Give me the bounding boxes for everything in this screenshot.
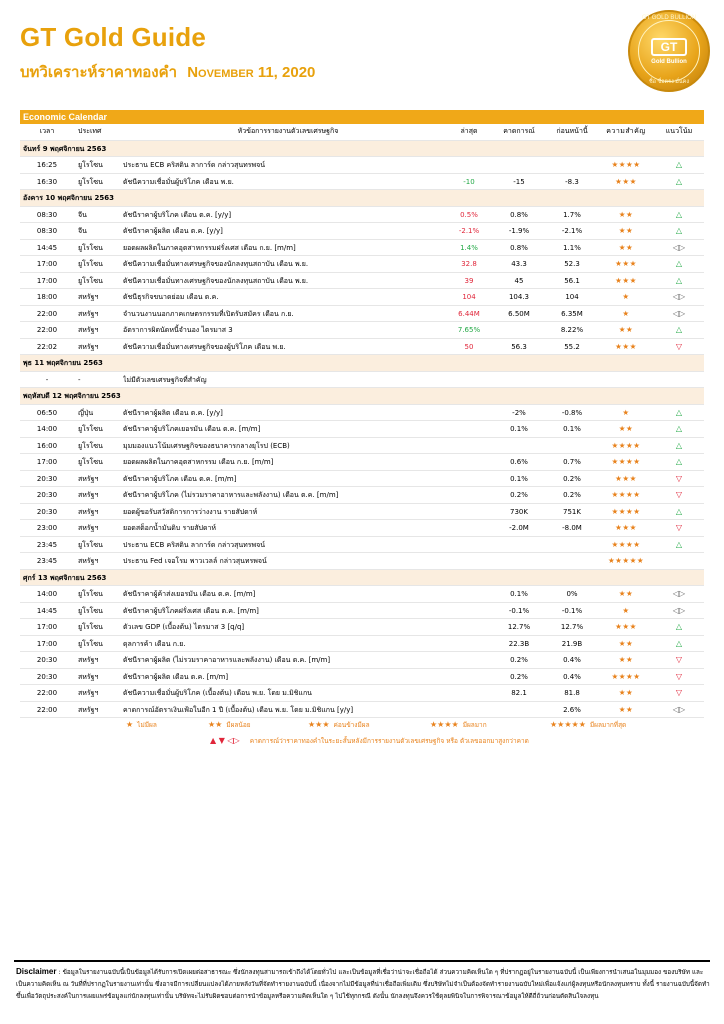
row-indicator: ประธาน ECB คริสติน ลาการ์ด กล่าวสุนทรพจน์: [123, 540, 266, 549]
row-country: สหรัฐฯ: [78, 293, 99, 301]
row-country: สหรัฐฯ: [78, 491, 99, 499]
row-trend: ▽: [675, 490, 683, 499]
row-time: 14:45: [36, 606, 58, 615]
row-indicator: ประธาน ECB คริสติน ลาการ์ด กล่าวสุนทรพจน์: [123, 161, 266, 169]
header-indicator: หัวข้อการรายงานตัวเลขเศรษฐกิจ: [237, 127, 339, 135]
economic-calendar: [20, 110, 704, 718]
calendar-header-row: [20, 124, 704, 141]
row-previous: 0.7%: [563, 458, 581, 466]
row-country: สหรัฐฯ: [78, 672, 99, 681]
row-trend: ◁▷: [672, 704, 686, 714]
row-indicator: ยอดสต็อกน้ำมันดิบ รายสัปดาห์: [123, 524, 217, 532]
day-label: อังคาร 10 พฤศจิกายน 2563: [23, 194, 114, 202]
row-importance: ★★★★: [611, 490, 641, 499]
row-importance: ★★★: [615, 473, 637, 483]
row-country: สหรัฐฯ: [78, 507, 99, 516]
day-label: พฤหัสบดี 12 พฤศจิกายน 2563: [23, 392, 121, 400]
row-previous: 1.1%: [563, 243, 581, 252]
row-time: 22:00: [36, 705, 58, 714]
row-time: 17:00: [36, 639, 58, 648]
legend-item: [550, 720, 626, 730]
day-header-row: [20, 190, 704, 207]
row-importance: ★★: [618, 226, 634, 235]
row-trend: △: [675, 457, 683, 466]
table-row: [20, 438, 704, 455]
row-indicator: ดัชนีราคาผู้บริโภคเยอรมัน เดือน ต.ค. [m/m]: [123, 425, 261, 433]
row-indicator: ยอดผู้ขอรับสวัสดิการการว่างงาน รายสัปดาห์: [123, 507, 258, 516]
row-indicator: ดัชนีราคาผู้ผลิต เดือน ต.ค. [y/y]: [123, 227, 223, 235]
row-time: -: [45, 375, 49, 384]
row-importance: ★★: [618, 424, 634, 433]
row-previous: 21.9B: [561, 639, 583, 648]
importance-legend: [20, 718, 704, 746]
row-time: 14:45: [36, 243, 58, 252]
row-trend: ▽: [675, 655, 683, 664]
row-forecast: 0.2%: [510, 491, 528, 499]
day-header-row: [20, 141, 704, 158]
disclaimer-label: Disclaimer: [16, 967, 57, 976]
row-forecast: 0.8%: [510, 210, 528, 219]
row-country: สหรัฐฯ: [78, 524, 99, 532]
row-importance: ★★★★: [611, 539, 641, 549]
row-forecast: 0.2%: [510, 672, 528, 681]
legend-label: มีผลมาก: [462, 721, 487, 729]
header-time: เวลา: [39, 127, 55, 135]
row-forecast: -15: [513, 177, 525, 186]
row-forecast: 0.6%: [510, 458, 528, 466]
header-forecast: คาดการณ์: [503, 127, 535, 135]
row-actual: 6.44M: [458, 309, 480, 318]
row-indicator: ดัชนีความเชื่อมั่นทางเศรษฐกิจของผู้บริโภค เดือน พ.ย.: [123, 342, 286, 351]
row-country: สหรัฐฯ: [78, 656, 99, 664]
legend-stars-icon: ★★★★: [430, 720, 459, 729]
report-subtitle-text: บทวิเคราะห์ราคาทองคำ: [20, 64, 178, 81]
row-country: ยูโรโซน: [78, 458, 103, 466]
table-row: [20, 306, 704, 323]
table-row: [20, 157, 704, 174]
row-forecast: 104.3: [508, 293, 530, 301]
row-forecast: 56.3: [511, 342, 527, 351]
table-row: [20, 504, 704, 521]
row-previous: 0.2%: [563, 491, 581, 499]
logo-bottom-text: ชื่อ ซื่อตรง มั่นคง: [648, 79, 690, 85]
gt-gold-bullion-logo: [628, 10, 710, 92]
row-country: ยูโรโซน: [78, 639, 103, 648]
row-importance: ★★★★: [611, 671, 641, 681]
row-importance: ★★: [618, 242, 634, 252]
row-forecast: -1.9%: [508, 227, 530, 235]
row-forecast: 6.50M: [508, 309, 530, 318]
day-label: พุธ 11 พฤศจิกายน 2563: [23, 359, 103, 367]
table-row: [20, 207, 704, 224]
row-forecast: 22.3B: [508, 639, 530, 648]
row-country: สหรัฐฯ: [78, 557, 99, 565]
row-trend: △: [675, 325, 683, 334]
row-time: 23:45: [36, 540, 58, 549]
row-indicator: ดัชนีราคาผู้บริโภคฝรั่งเศส เดือน ต.ค. [m/m]: [123, 606, 259, 615]
row-trend: △: [675, 176, 683, 186]
row-time: 23:00: [36, 524, 58, 532]
header-actual: ล่าสุด: [460, 127, 478, 135]
calendar-rows: [20, 141, 704, 719]
report-date: November 11, 2020: [187, 64, 316, 81]
row-previous: 12.7%: [560, 623, 584, 631]
row-forecast: -2.0M: [509, 524, 529, 532]
row-actual: 50: [464, 342, 474, 351]
row-indicator: ดัชนีราคาผู้ผลิต (ไม่รวมราคาอาหารและพลังงาน) เดือน ต.ค. [m/m]: [123, 656, 331, 664]
row-importance: ★★★: [615, 259, 637, 268]
legend-item: [208, 720, 251, 730]
table-row: [20, 652, 704, 669]
row-country: สหรัฐฯ: [78, 689, 99, 697]
row-previous: -0.8%: [561, 408, 583, 417]
row-previous: 56.1: [564, 276, 580, 285]
table-row: [20, 256, 704, 273]
row-indicator: ดัชนีความเชื่อมั่นทางเศรษฐกิจของนักลงทุนสถาบัน เดือน พ.ย.: [123, 260, 309, 268]
row-time: 18:00: [36, 293, 58, 301]
row-indicator: คาดการณ์อัตราเงินเฟ้อในอีก 1 ปี (เบื้องต้น) เดือน พ.ย. โดย ม.มิชิแกน [y/y]: [123, 705, 354, 714]
row-trend: △: [675, 209, 683, 219]
legend-label: ค่อนข้างมีผล: [333, 721, 370, 729]
row-country: -: [78, 375, 81, 384]
row-previous: 6.35M: [561, 309, 583, 318]
table-row: [20, 240, 704, 257]
row-indicator: ดัชนีราคาผู้บริโภค เดือน ต.ค. [m/m]: [123, 474, 237, 483]
row-importance: ★★★★★: [607, 556, 645, 565]
row-indicator: ดัชนีธุรกิจขนาดย่อม เดือน ต.ค.: [123, 293, 219, 301]
row-time: 22:00: [36, 326, 58, 334]
row-importance: ★★★★: [611, 440, 641, 450]
row-time: 23:45: [36, 557, 58, 565]
row-trend: ▽: [675, 688, 683, 697]
row-importance: ★★★: [615, 176, 637, 186]
row-forecast: 43.3: [511, 260, 527, 268]
row-importance: ★★★★: [611, 457, 641, 466]
row-trend: △: [675, 160, 683, 169]
legend-stars-icon: ★★: [208, 720, 223, 729]
disclaimer-text: : ข้อมูลในรายงานฉบับนี้เป็นข้อมูลได้รับการเปิดเผยต่อสาธารณะ ซึ่งนักลงทุนสามารถเข้าถึงได้โดยทั่วไป และเป็นข้อมูลที่เชื่อว่าน่าจะเชื่อถือได้ ส่วนความคิดเห็นใด ๆ ที่ปรากฏอยู่ในรายงานฉบับนี้ เป็นเพียงการนำเสนอในมุมมอง ของบริษัท และเป็นความคิดเห็น ณ วันที่ที่ปรากฏในรายงานเท่านั้น ซึ่งอาจมีการเปลี่ยนแปลงได้ภายหลังวันที่จัดทำรายงานฉบับนี้ เนื่องจากไม่มีข้อมูลที่น่าเชื่อถือเพิ่มเติม ซึ่งบริษัทไม่จำเป็นต้องจัดทำรายงานฉบับใหม่เพื่อแจ้งแก่ผู้ลงทุนหรือนักลงทุนทราบ ทั้งนี้ รายงานฉบับนี้จัดทำขึ้นเพื่อวัตถุประสงค์ในการเผยแพร่ข้อมูลแก่นักลงทุนเท่านั้น บริษัทจะไม่รับผิดชอบต่อการนำข้อมูลหรือความคิดเห็นใด ๆ ไปใช้ทุกกรณี ดังนั้น นักลงทุนจึงควรใช้ดุลยพินิจในการพิจารณาข้อมูลให้ดีถี่ถ้วนก่อนตัดสินใจลงทุน: [16, 969, 710, 1000]
row-time: 22:00: [36, 689, 58, 697]
row-actual: -2.1%: [458, 227, 480, 235]
legend-stars-icon: ★★★★★: [550, 720, 586, 729]
row-previous: 2.6%: [563, 705, 581, 714]
row-time: 20:30: [36, 672, 58, 681]
row-forecast: 45: [514, 276, 524, 285]
table-row: [20, 487, 704, 504]
row-previous: 52.3: [564, 260, 580, 268]
row-time: 20:30: [36, 656, 58, 664]
row-trend: ▽: [675, 341, 683, 351]
row-indicator: ดัชนีความเชื่อมั่นผู้บริโภค เดือน พ.ย.: [123, 177, 234, 186]
row-previous: 0.4%: [563, 656, 581, 664]
legend-label: ไม่มีผล: [137, 721, 157, 729]
table-row: [20, 405, 704, 422]
row-time: 22:02: [36, 342, 58, 351]
row-importance: ★★★★: [611, 506, 641, 516]
row-time: 20:30: [36, 474, 58, 483]
row-trend: ◁▷: [672, 589, 686, 598]
row-country: สหรัฐฯ: [78, 474, 99, 483]
day-label: จันทร์ 9 พฤศจิกายน 2563: [23, 144, 107, 153]
row-importance: ★: [622, 407, 630, 417]
calendar-title: Economic Calendar: [20, 110, 704, 124]
row-actual: 32.8: [461, 260, 477, 268]
row-previous: 0.1%: [563, 425, 581, 433]
row-trend: △: [675, 506, 683, 516]
row-time: 16:00: [36, 441, 58, 450]
row-indicator: ดัชนีราคาผู้บริโภค เดือน ต.ค. [y/y]: [123, 210, 232, 219]
row-indicator: ประธาน Fed เจอโรม พาวเวลล์ กล่าวสุนทรพจน์: [123, 557, 267, 565]
row-time: 08:30: [36, 227, 58, 235]
row-time: 17:00: [36, 260, 58, 268]
legend-item: [126, 720, 157, 730]
table-row: [20, 372, 704, 389]
day-header-row: [20, 570, 704, 587]
row-previous: 0.4%: [563, 672, 581, 681]
row-previous: 751K: [563, 507, 581, 516]
row-importance: ★★★: [615, 523, 637, 532]
row-importance: ★★★: [615, 341, 637, 351]
trend-legend-text: คาดการณ์ว่าราคาทองคำในระยะสั้นหลังมีการรายงานตัวเลขเศรษฐกิจ หรือ ตัวเลขออกมาสูงกว่าคาด: [249, 737, 529, 745]
row-forecast: 0.1%: [510, 474, 528, 483]
table-row: [20, 636, 704, 653]
table-row: [20, 603, 704, 620]
row-time: 06:50: [36, 408, 58, 417]
row-previous: 104: [565, 293, 579, 301]
row-trend: △: [675, 407, 683, 417]
row-forecast: -2%: [512, 408, 526, 417]
row-country: จีน: [78, 227, 87, 235]
header-importance: ความสำคัญ: [606, 127, 646, 135]
day-header-row: [20, 355, 704, 372]
row-trend: △: [675, 424, 683, 433]
row-time: 17:00: [36, 623, 58, 631]
row-indicator: อัตราการผิดนัดหนี้จำนอง ไตรมาส 3: [123, 326, 233, 334]
legend-item: [308, 720, 370, 730]
header-country: ประเทศ: [78, 127, 102, 135]
footer-divider: [14, 960, 710, 962]
row-indicator: ยอดผลผลิตในภาคอุตสาหกรรม เดือน ก.ย. [m/m]: [123, 458, 274, 466]
report-subtitle: [20, 60, 315, 84]
row-previous: 1.7%: [563, 210, 581, 219]
row-actual: 7.65%: [457, 326, 481, 334]
logo-mark: GT: [651, 38, 687, 56]
row-importance: ★★★: [615, 275, 637, 285]
table-row: [20, 553, 704, 570]
row-actual: 0.5%: [460, 210, 478, 219]
row-forecast: 12.7%: [507, 623, 531, 631]
row-country: ยูโรโซน: [78, 606, 103, 615]
row-importance: ★★★★: [611, 160, 641, 169]
header-previous: ก่อนหน้านี้: [556, 127, 588, 135]
row-importance: ★★: [618, 638, 634, 648]
row-trend: △: [675, 622, 683, 631]
row-previous: 55.2: [564, 342, 580, 351]
row-indicator: ดัชนีความเชื่อมั่นทางเศรษฐกิจของนักลงทุนสถาบัน เดือน พ.ย.: [123, 276, 309, 285]
row-country: ยูโรโซน: [78, 260, 103, 268]
row-previous: -8.0M: [562, 524, 582, 532]
row-time: 08:30: [36, 210, 58, 219]
row-trend: ▽: [675, 523, 683, 532]
row-forecast: 82.1: [511, 689, 527, 697]
row-forecast: 0.1%: [510, 590, 528, 598]
row-importance: ★★: [618, 704, 634, 714]
row-importance: ★★★: [615, 622, 637, 631]
row-indicator: ดัชนีราคาผู้บริโภค (ไม่รวมราคาอาหารและพลังงาน) เดือน ต.ค. [m/m]: [123, 491, 339, 499]
row-country: สหรัฐฯ: [78, 342, 99, 351]
table-row: [20, 289, 704, 306]
row-country: ญี่ปุ่น: [78, 408, 94, 417]
row-forecast: -0.1%: [508, 606, 530, 615]
row-time: 14:00: [36, 590, 58, 598]
row-importance: ★★: [618, 209, 634, 219]
row-indicator: ไม่มีตัวเลขเศรษฐกิจที่สำคัญ: [123, 375, 207, 384]
row-indicator: ดัชนีความเชื่อมั่นผู้บริโภค (เบื้องต้น) เดือน พ.ย. โดย ม.มิชิแกน: [123, 689, 312, 697]
row-time: 22:00: [36, 309, 58, 318]
row-indicator: จำนวนงานนอกภาคเกษตรกรรมที่เปิดรับสมัคร เดือน ก.ย.: [123, 309, 294, 318]
day-label: ศุกร์ 13 พฤศจิกายน 2563: [23, 573, 107, 582]
row-country: ยูโรโซน: [78, 540, 103, 549]
table-row: [20, 586, 704, 603]
row-time: 20:30: [36, 507, 58, 516]
row-importance: ★★: [618, 655, 634, 664]
legend-stars-icon: ★★★: [308, 720, 330, 729]
row-trend: ◁▷: [672, 292, 686, 301]
row-previous: 8.22%: [560, 326, 584, 334]
legend-stars-icon: ★: [126, 720, 134, 729]
row-country: ยูโรโซน: [78, 590, 103, 598]
row-time: 17:00: [36, 458, 58, 466]
row-trend: △: [675, 440, 683, 450]
row-previous: 0%: [566, 590, 578, 598]
row-country: ยูโรโซน: [78, 276, 103, 285]
row-actual: 1.4%: [460, 243, 478, 252]
row-forecast: 0.2%: [510, 656, 528, 664]
row-previous: 0.2%: [563, 474, 581, 483]
legend-label: มีผลน้อย: [226, 721, 251, 729]
table-row: [20, 619, 704, 636]
table-row: [20, 669, 704, 686]
row-importance: ★: [622, 308, 630, 318]
row-time: 17:00: [36, 276, 58, 285]
row-country: ยูโรโซน: [78, 425, 103, 433]
row-time: 16:30: [36, 177, 58, 186]
row-indicator: มุมมองแนวโน้มเศรษฐกิจของธนาคารกลางยุโรป (ECB): [123, 441, 290, 450]
row-indicator: ดุลการค้า เดือน ก.ย.: [123, 639, 186, 648]
row-previous: -2.1%: [561, 227, 583, 235]
row-trend: ▽: [675, 671, 683, 681]
row-actual: 39: [464, 276, 474, 285]
table-row: [20, 685, 704, 702]
table-row: [20, 339, 704, 356]
day-header-row: [20, 388, 704, 405]
table-row: [20, 322, 704, 339]
row-country: สหรัฐฯ: [78, 326, 99, 334]
row-trend: △: [675, 226, 683, 235]
row-previous: -8.3: [565, 177, 579, 186]
row-previous: -0.1%: [561, 606, 583, 615]
row-actual: 104: [462, 293, 476, 301]
table-row: [20, 174, 704, 191]
logo-top-text: GT GOLD BULLION: [641, 15, 697, 21]
table-row: [20, 537, 704, 554]
row-time: 20:30: [36, 491, 58, 499]
table-row: [20, 520, 704, 537]
brand-title: GT Gold Guide: [20, 22, 207, 52]
row-trend: ◁▷: [672, 308, 686, 318]
row-indicator: ดัชนีราคาผู้ผลิต เดือน ต.ค. [y/y]: [123, 408, 223, 417]
row-importance: ★: [622, 605, 630, 615]
row-forecast: 0.1%: [510, 425, 528, 433]
row-time: 14:00: [36, 425, 58, 433]
legend-label: มีผลมากที่สุด: [589, 721, 627, 729]
table-row: [20, 421, 704, 438]
row-indicator: ตัวเลข GDP (เบื้องต้น) ไตรมาส 3 [q/q]: [123, 623, 245, 631]
row-forecast: 0.8%: [510, 243, 528, 252]
row-actual: -10: [463, 177, 475, 186]
row-country: ยูโรโซน: [78, 243, 103, 252]
row-country: สหรัฐฯ: [78, 309, 99, 318]
row-country: ยูโรโซน: [78, 161, 103, 169]
row-trend: △: [675, 259, 683, 268]
row-importance: ★★: [618, 589, 634, 598]
row-country: สหรัฐฯ: [78, 705, 99, 714]
row-trend: △: [675, 638, 683, 648]
row-indicator: ยอดผลผลิตในภาคอุตสาหกรรมฝรั่งเศส เดือน ก.ย. [m/m]: [123, 243, 296, 252]
row-trend: △: [675, 275, 683, 285]
row-trend: △: [675, 539, 683, 549]
disclaimer: [16, 966, 710, 1003]
header-trend: แนวโน้ม: [665, 127, 693, 135]
table-row: [20, 471, 704, 488]
trend-legend: [210, 736, 529, 746]
row-forecast: 730K: [510, 507, 528, 516]
row-indicator: ดัชนีราคาผู้ผลิต เดือน ต.ค. [m/m]: [123, 672, 229, 681]
row-previous: 81.8: [564, 689, 580, 697]
row-country: ยูโรโซน: [78, 441, 103, 450]
row-trend: ◁▷: [672, 605, 686, 615]
table-row: [20, 273, 704, 290]
row-trend: ◁▷: [672, 242, 686, 252]
table-row: [20, 454, 704, 471]
row-importance: ★★: [618, 325, 634, 334]
row-country: ยูโรโซน: [78, 177, 103, 186]
row-importance: ★: [622, 292, 630, 301]
row-country: จีน: [78, 210, 87, 219]
row-indicator: ดัชนีราคาผู้ค้าส่งเยอรมัน เดือน ต.ค. [m/m]: [123, 590, 256, 598]
table-row: [20, 702, 704, 719]
logo-name: Gold Bullion: [651, 59, 687, 65]
legend-item: [430, 720, 487, 730]
row-country: ยูโรโซน: [78, 623, 103, 631]
row-importance: ★★: [618, 688, 634, 697]
table-row: [20, 223, 704, 240]
trend-legend-symbols: ▲ ▼ ◁▷: [210, 736, 240, 745]
row-time: 16:25: [36, 161, 58, 169]
row-trend: ▽: [675, 473, 683, 483]
